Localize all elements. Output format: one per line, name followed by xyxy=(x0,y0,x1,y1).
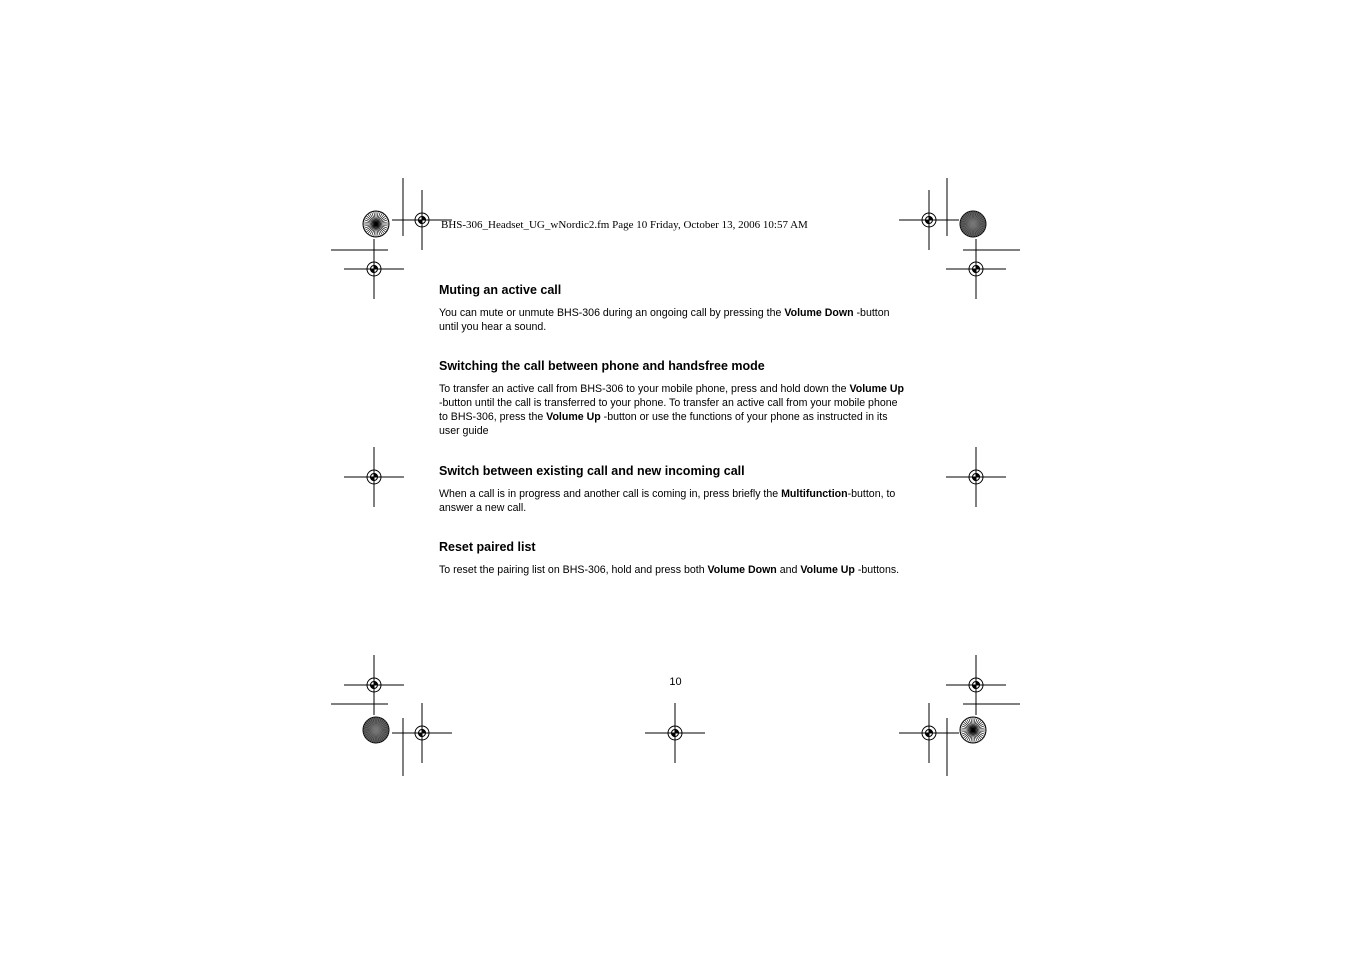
bold-term: Volume Up xyxy=(800,564,855,576)
bold-term: Volume Down xyxy=(784,307,854,319)
text-run: To transfer an active call from BHS-306 to your mobile phone, press and hold down the xyxy=(439,383,850,395)
color-star-mark xyxy=(363,717,389,743)
section-body xyxy=(439,306,904,334)
section-heading: Switch between existing call and new incoming call xyxy=(439,464,745,478)
text-run: -button, to answer a new call. xyxy=(439,488,896,514)
section-heading: Reset paired list xyxy=(439,540,536,554)
text-run: -button until the call is transferred to your phone. To transfer an active call from your mobile phone to BHS-306, press the xyxy=(439,397,898,423)
text-run: To reset the pairing list on BHS-306, hold and press both xyxy=(439,564,708,576)
bold-term: Volume Down xyxy=(707,564,777,576)
section-heading: Muting an active call xyxy=(439,283,562,297)
section-body xyxy=(439,382,904,438)
bold-term: Multifunction xyxy=(781,488,848,500)
section-heading: Switching the call between phone and handsfree mode xyxy=(439,359,765,373)
page-number: 10 xyxy=(669,676,682,688)
section-muting xyxy=(439,283,904,334)
file-slug: BHS-306_Headset_UG_wNordic2.fm Page 10 Friday, October 13, 2006 10:57 AM xyxy=(441,219,808,231)
bold-term: Volume Up xyxy=(849,383,904,395)
color-star-mark xyxy=(960,717,986,743)
section-body xyxy=(439,563,904,577)
section-body xyxy=(439,487,904,515)
color-star-mark xyxy=(363,211,389,237)
text-run: -button until you hear a sound. xyxy=(439,307,890,333)
section-switch-calls xyxy=(439,464,904,515)
section-reset xyxy=(439,540,904,577)
text-run: When a call is in progress and another call is coming in, press briefly the xyxy=(439,488,782,500)
text-run: You can mute or unmute BHS-306 during an ongoing call by pressing the xyxy=(439,307,785,319)
section-switching xyxy=(439,359,904,438)
text-run: -buttons. xyxy=(854,564,900,576)
text-run: and xyxy=(776,564,801,576)
bold-term: Volume Up xyxy=(546,411,601,423)
page-content xyxy=(439,283,904,577)
text-run: -button or use the functions of your phone as instructed in its user guide xyxy=(439,411,888,437)
color-star-mark xyxy=(960,211,986,237)
